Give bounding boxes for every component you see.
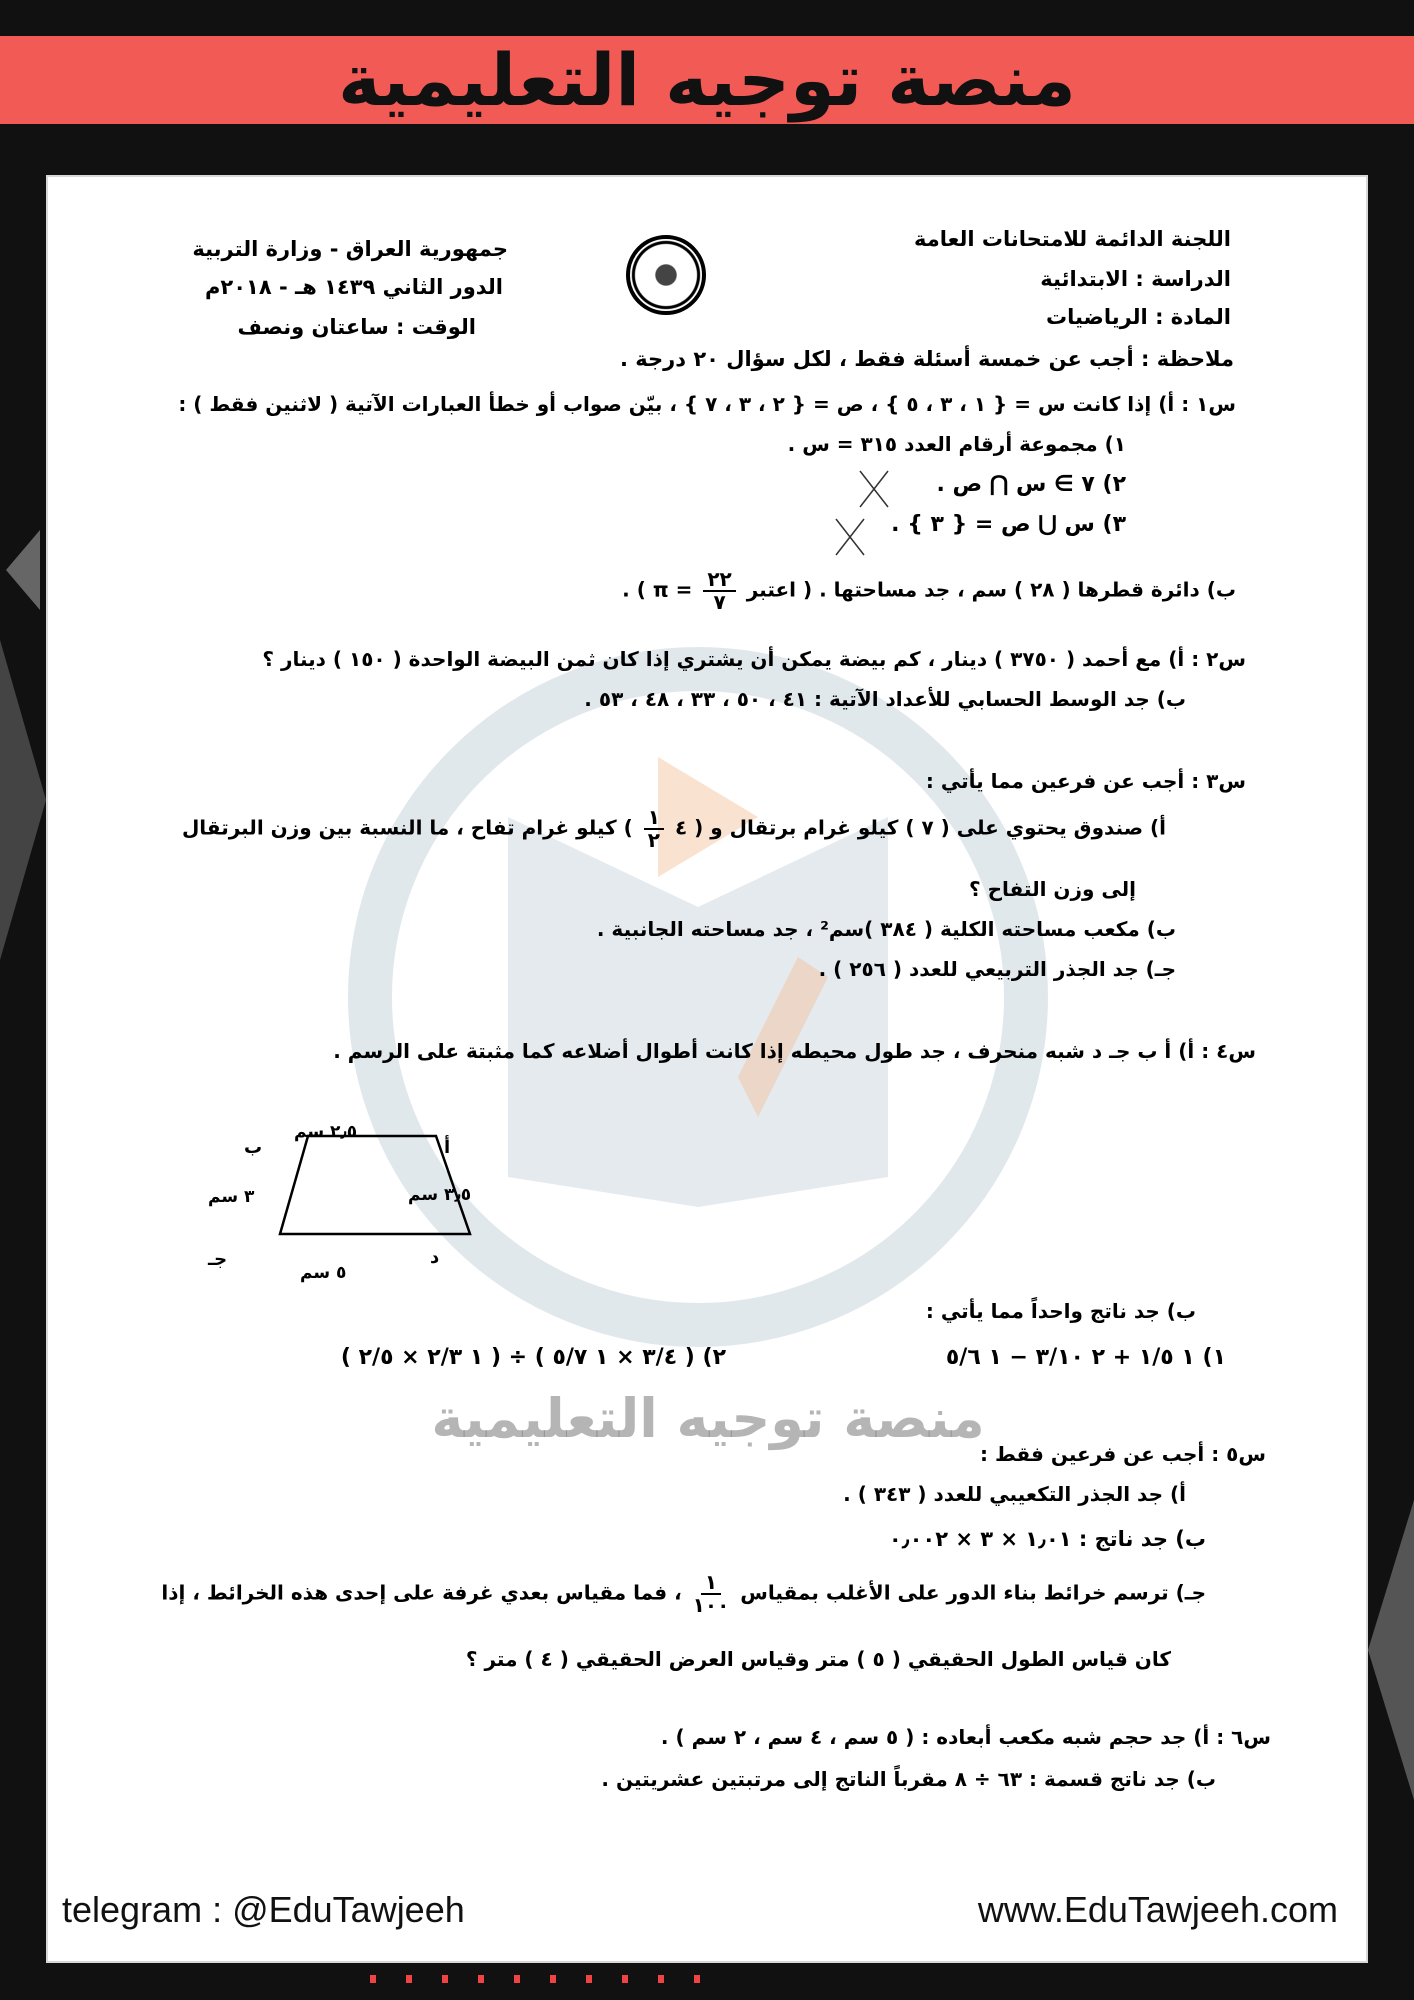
side-label-top: ٢٫٥ سم: [294, 1122, 358, 1142]
q3-a: أ) صندوق يحتوي على ( ٧ ) كيلو غرام برتقال و ( ٤ $\frac{١}{٢}$ ) كيلو غرام تفاح ، ما النسبة بين وزن البرتقال: [181, 805, 1166, 852]
top-banner: [0, 36, 1414, 124]
q6-a: س٦ : أ) جد حجم شبه مكعب أبعاده : ( ٥ سم ، ٤ سم ، ٢ سم ) .: [660, 1725, 1271, 1749]
side-label-left: ٣ سم: [208, 1187, 255, 1207]
q1-b-pre: ب) دائرة قطرها ( ٢٨ ) سم ، جد مساحتها . ( اعتبر: [746, 577, 1236, 602]
q2-b: ب) جد الوسط الحسابي للأعداد الآتية : ٤١ ، ٥٠ ، ٣٣ ، ٤٨ ، ٥٣ .: [584, 687, 1186, 711]
q1-a: س١ : أ) إذا كانت س = { ١ ، ٣ ، ٥ } ، ص = { ٢ ، ٣ ، ٧ } ، بيّن صواب أو خطأ العبارات الآتية ( لاثنين فقط ) :: [178, 392, 1236, 416]
q1-b-post: = π ) .: [622, 577, 693, 602]
q3-b: ب) مكعب مساحته الكلية ( ٣٨٤ )سم² ، جد مساحته الجانبية .: [596, 917, 1176, 941]
dots-decoration: [370, 1975, 710, 1983]
q3-c: جـ) جد الجذر التربيعي للعدد ( ٢٥٦ ) .: [818, 957, 1176, 981]
fraction: $\frac{٢٢}{٧}$: [703, 569, 735, 613]
q5-b: ب) جد ناتج : ١٫٠١ × ٣ × ٠٫٠٠٢: [888, 1527, 1206, 1551]
q5-c-line-2: كان قياس الطول الحقيقي ( ٥ ) متر وقياس العرض الحقيقي ( ٤ ) متر ؟: [465, 1647, 1171, 1671]
q1-b: [622, 569, 1236, 613]
header-study: الدراسة : الابتدائية: [1040, 267, 1231, 291]
q3-title: س٣ : أجب عن فرعين مما يأتي :: [925, 769, 1246, 793]
banner-title: منصة توجيه التعليمية: [338, 38, 1076, 122]
q4-expression-2: ٢) ( ٣/٤ × ١ ٥/٧ ) ÷ ( ١ ٢/٣ × ٢/٥ ): [340, 1345, 726, 1370]
side-label-right: ٣٫٥ سم: [408, 1185, 472, 1205]
q5-a: أ) جد الجذر التكعيبي للعدد ( ٣٤٣ ) .: [843, 1482, 1186, 1506]
q4-expression-1: ١) ١ ١/٥ + ٢ ٣/١٠ − ١ ٥/٦: [945, 1345, 1226, 1370]
vertex-label-a: أ: [444, 1137, 451, 1158]
exam-note: ملاحظة : أجب عن خمسة أسئلة فقط ، لكل سؤال ٢٠ درجة .: [619, 347, 1234, 371]
header-session: الدور الثاني ١٤٣٩ هـ - ٢٠١٨م: [204, 275, 503, 299]
exam-paper: [46, 175, 1368, 1963]
header-committee: اللجنة الدائمة للامتحانات العامة: [914, 227, 1231, 251]
left-triangle-decoration: [0, 640, 46, 960]
q1-item-2: ٢) ٧ ∋ س ⋂ ص .: [936, 472, 1126, 497]
cross-mark-icon: [830, 515, 870, 559]
q6-b: ب) جد ناتج قسمة : ٦٣ ÷ ٨ مقرباً الناتج إلى مرتبتين عشريتين .: [601, 1767, 1216, 1791]
q5-title: س٥ : أجب عن فرعين فقط :: [980, 1442, 1266, 1466]
vertex-label-d: د: [430, 1247, 440, 1268]
website-link[interactable]: www.EduTawjeeh.com: [977, 1889, 1338, 1930]
q1-item-3: ٣) س ⋃ ص = { ٣ } .: [891, 512, 1126, 537]
ministry-seal-icon: [626, 235, 706, 315]
q1-item-1: ١) مجموعة أرقام العدد ٣١٥ = س .: [787, 432, 1126, 456]
header-subject: المادة : الرياضيات: [1045, 305, 1231, 329]
fraction: $\frac{١}{٢}$: [644, 807, 664, 851]
q3-a-line-2: إلى وزن التفاح ؟: [969, 877, 1136, 901]
vertex-label-b: ب: [244, 1137, 263, 1158]
vertex-label-c: جـ: [208, 1249, 228, 1270]
header-republic: جمهورية العراق - وزارة التربية: [192, 237, 508, 261]
side-label-bottom: ٥ سم: [300, 1263, 347, 1283]
q4-a: س٤ : أ) أ ب جـ د شبه منحرف ، جد طول محيطه إذا كانت أطوال أضلاعه كما مثبتة على الرسم .: [333, 1039, 1256, 1063]
fraction: $\frac{١}{١٠٠}$: [692, 1570, 730, 1617]
q2-a: س٢ : أ) مع أحمد ( ٣٧٥٠ ) دينار ، كم بيضة يمكن أن يشتري إذا كان ثمن البيضة الواحدة ( ١٥٠ ) دينار ؟: [262, 647, 1246, 671]
q5-c: جـ) ترسم خرائط بناء الدور على الأغلب بمقياس $\frac{١}{١٠٠}$ ، فما مقياس بعدي غرفة على إحدى هذه الخرائط ، إذا: [161, 1570, 1206, 1617]
telegram-handle: telegram : @EduTawjeeh: [62, 1889, 465, 1930]
right-triangle-decoration: [1368, 1500, 1414, 1800]
watermark-text: منصة توجيه التعليمية: [431, 1387, 985, 1450]
left-arrow-decoration: [6, 530, 40, 610]
header-time: الوقت : ساعتان ونصف: [237, 315, 476, 339]
cross-mark-icon: [854, 467, 894, 511]
q4-b: ب) جد ناتج واحداً مما يأتي :: [925, 1299, 1196, 1323]
